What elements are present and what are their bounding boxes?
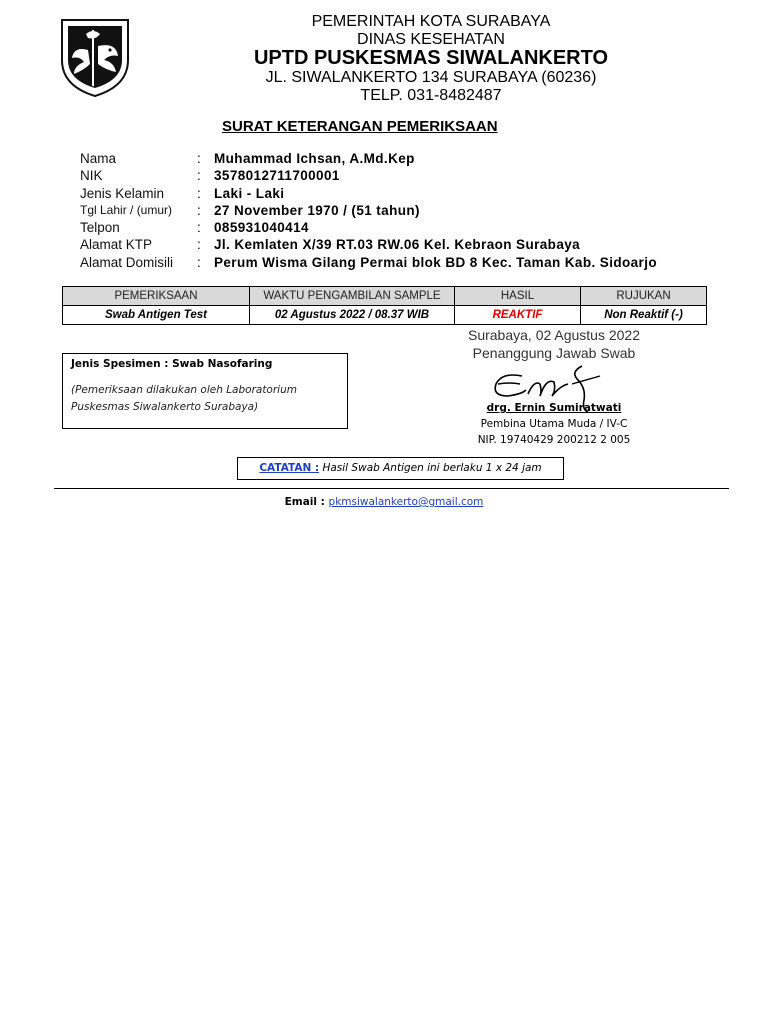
separator: :: [197, 202, 201, 218]
identity-value: 085931040414: [214, 220, 309, 236]
document-title: SURAT KETERANGAN PEMERIKSAAN: [222, 118, 498, 135]
surabaya-crest-icon: [58, 16, 132, 98]
note-box: [237, 457, 564, 480]
identity-label: NIK: [80, 168, 103, 184]
identity-label: Telpon: [80, 220, 120, 236]
signature-role: Penanggung Jawab Swab: [472, 345, 636, 361]
separator: :: [197, 254, 201, 270]
separator: :: [197, 151, 201, 166]
signatory-name: drg. Ernin Sumiratwati: [486, 402, 622, 414]
separator: :: [197, 185, 201, 201]
identity-value: 3578012711700001: [214, 168, 340, 184]
column-header: PEMERIKSAAN: [63, 287, 250, 306]
identity-label: Alamat Domisili: [80, 254, 174, 270]
header-address: JL. SIWALANKERTO 134 SURABAYA (60236): [265, 69, 597, 86]
header-government: PEMERINTAH KOTA SURABAYA: [311, 13, 551, 30]
identity-label: Nama: [80, 151, 117, 166]
footer-divider: [54, 488, 729, 489]
column-header: RUJUKAN: [581, 287, 707, 306]
header-phone: TELP. 031-8482487: [360, 87, 502, 104]
result-cell: REAKTIF: [455, 306, 581, 325]
column-header: WAKTU PENGAMBILAN SAMPLE: [250, 287, 455, 306]
signature-place-date: Surabaya, 02 Agustus 2022: [467, 327, 641, 343]
exam-cell: Swab Antigen Test: [63, 306, 250, 325]
specimen-heading: Jenis Spesimen : Swab Nasofaring: [71, 358, 273, 370]
specimen-note-line: Puskesmas Siwalankerto Surabaya): [71, 401, 259, 413]
specimen-note-line: (Pemeriksaan dilakukan oleh Laboratorium: [71, 384, 297, 396]
identity-value: 27 November 1970 / (51 tahun): [214, 202, 420, 218]
signatory-nip: NIP. 19740429 200212 2 005: [477, 434, 631, 446]
results-header-row: [63, 287, 707, 306]
specimen-note: [71, 382, 347, 416]
separator: :: [197, 220, 201, 236]
separator: :: [197, 237, 201, 253]
identity-label: Alamat KTP: [80, 237, 153, 253]
reference-cell: Non Reaktif (-): [581, 306, 707, 325]
identity-value: Jl. Kemlaten X/39 RT.03 RW.06 Kel. Kebraon Surabaya: [214, 237, 581, 253]
city-logo: [58, 16, 132, 98]
email-label: Email :: [284, 496, 329, 508]
specimen-box: [62, 353, 348, 429]
column-header: HASIL: [455, 287, 581, 306]
signatory-rank: Pembina Utama Muda / IV-C: [480, 418, 628, 430]
header-institution: UPTD PUSKESMAS SIWALANKERTO: [253, 47, 609, 69]
identity-label: Jenis Kelamin: [80, 185, 165, 201]
footer-email: [0, 496, 768, 508]
header-department: DINAS KESEHATAN: [357, 31, 505, 48]
table-row: [63, 306, 707, 325]
email-link[interactable]: pkmsiwalankerto@gmail.com: [328, 496, 484, 508]
note-text: Hasil Swab Antigen ini berlaku 1 x 24 jam: [319, 462, 542, 474]
note-label: CATATAN :: [259, 462, 320, 474]
sample-time-cell: 02 Agustus 2022 / 08.37 WIB: [250, 306, 455, 325]
results-table: [62, 286, 707, 325]
separator: :: [197, 168, 201, 184]
identity-value: Perum Wisma Gilang Permai blok BD 8 Kec. Taman Kab. Sidoarjo: [214, 254, 657, 270]
identity-value: Laki - Laki: [214, 185, 285, 201]
identity-label: Tgl Lahir / (umur): [80, 202, 173, 217]
identity-value: Muhammad Ichsan, A.Md.Kep: [214, 151, 415, 166]
